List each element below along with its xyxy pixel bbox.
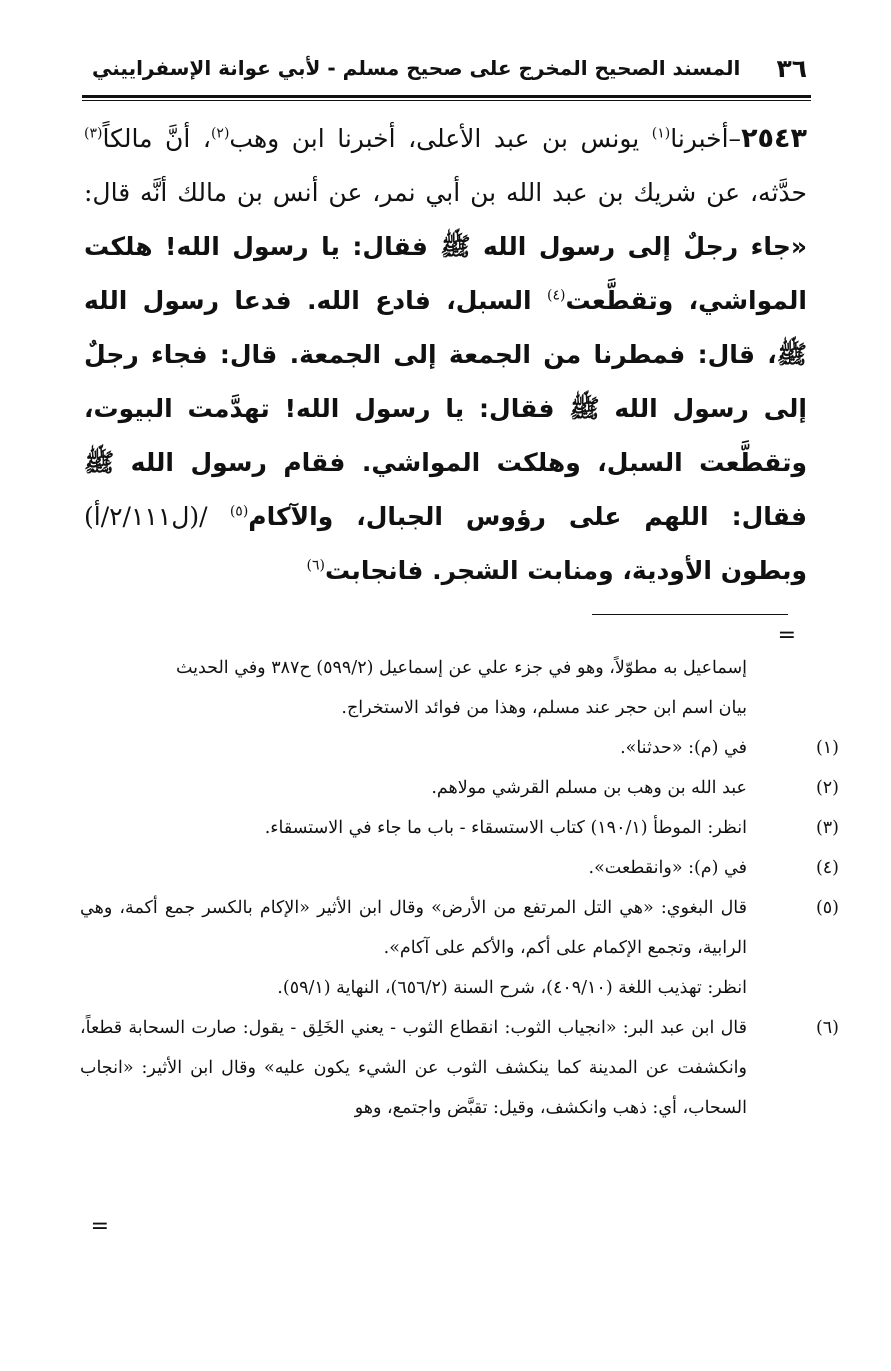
- footnote-text: في (م): «حدثنا».: [620, 738, 747, 758]
- hadith-matn-3: وبطون الأودية، ومنابت الشجر. فانجابت: [324, 556, 807, 585]
- hadith-chain-3: ، أنَّ مالكاً: [102, 124, 211, 153]
- note-ref-5: (٥): [229, 503, 249, 520]
- carry-over-line: بيان اسم ابن حجر عند مسلم، وهذا من فوائد الاستخراج.: [341, 698, 747, 718]
- footnote-number: (٥): [815, 898, 839, 918]
- footnote-5-sources: انظر: تهذيب اللغة (٤٠٩/١٠)، شرح السنة (٦٥٦/٢)، النهاية (٥٩/١).: [277, 978, 747, 998]
- footnote-2: [80, 768, 839, 808]
- header-rule-thick: [82, 95, 811, 98]
- note-ref-3: (٣): [84, 125, 103, 142]
- hadith-chain-1: –أخبرنا: [670, 124, 742, 153]
- footnote-5: [80, 888, 839, 968]
- footnote-text: في (م): «وانقطعت».: [588, 858, 747, 878]
- carry-over-line: إسماعيل به مطوّلاً، وهو في جزء علي عن إسماعيل (٥٩٩/٢) ح٣٨٧ وفي الحديث: [175, 658, 747, 678]
- note-ref-4: (٤): [546, 287, 566, 304]
- page-header: [82, 52, 811, 94]
- footnote-number: (١): [815, 738, 839, 758]
- hadith-matn-1: «جاء رجلٌ إلى رسول الله ﷺ فقال: يا رسول الله! هلكت المواشي، وتقطَّعت: [84, 232, 807, 315]
- footnote-text: قال البغوي: «هي التل المرتفع من الأرض» وقال ابن الأثير «الإكام بالكسر جمع أكمة، وهي الرابية، وتجمع الإكمام على أكم، والأكم على آكام».: [80, 898, 747, 958]
- footnote-number: (٣): [815, 818, 839, 838]
- footnote-text: عبد الله بن وهب بن مسلم القرشي مولاهم.: [431, 778, 747, 798]
- footnote-number: (٦): [815, 1018, 839, 1038]
- hadith-matn-2: السبل، فادع الله. فدعا رسول الله ﷺ، قال: فمطرنا من الجمعة إلى الجمعة. قال: فجاء رجلٌ إلى رسول الله ﷺ فقال: يا رسول الله! تهدَّمت البيوت، وتقطَّعت السبل، وهلكت المواشي. فقام رسول الله ﷺ فقال: اللهم على رؤوس الجبال، والآكام: [84, 286, 808, 531]
- footnote-4: [80, 848, 839, 888]
- hadith-chain-4: حدَّثه، عن شريك بن عبد الله بن أبي نمر، عن أنس بن مالك أنَّه قال:: [84, 178, 807, 207]
- note-ref-1: (١): [651, 125, 671, 142]
- footnote-text: قال ابن عبد البر: «انجياب الثوب: انقطاع الثوب - يعني الخَلِق - يقول: صارت السحابة قطعاً، وانكشفت عن المدينة كما ينكشف الثوب عن الشيء يكون عليه» وقال ابن الأثير: «انجاب السحاب، أي: ذهب وانكشف، وقيل: تقبَّض واجتمع، وهو: [80, 1018, 747, 1118]
- footnote-number: (٢): [815, 778, 839, 798]
- hadith-text: [84, 112, 807, 598]
- continuation-mark-top: =: [777, 623, 796, 648]
- running-title: المسند الصحيح المخرج على صحيح مسلم - لأبي عوانة الإسفراييني: [92, 56, 741, 80]
- footnote-text: انظر: الموطأ (١٩٠/١) كتاب الاستسقاء - باب ما جاء في الاستسقاء.: [264, 818, 747, 838]
- continuation-mark-bottom: =: [90, 1214, 109, 1239]
- note-ref-2: (٢): [210, 125, 230, 142]
- note-ref-6: (٦): [306, 557, 325, 574]
- hadith-number: ٢٥٤٣: [741, 123, 807, 154]
- footnote-3: [80, 808, 839, 848]
- header-rule-thin: [82, 100, 811, 101]
- footnote-separator: [592, 614, 788, 615]
- footnotes: [80, 648, 839, 1128]
- manuscript-ref: /(ل٢/١١١/أ): [84, 502, 230, 531]
- footnote-6: [80, 1008, 839, 1128]
- hadith-chain-2: يونس بن عبد الأعلى، أخبرنا ابن وهب: [229, 124, 652, 153]
- footnote-1: [80, 728, 839, 768]
- page-number: ٣٦: [776, 54, 807, 83]
- footnote-number: (٤): [815, 858, 839, 878]
